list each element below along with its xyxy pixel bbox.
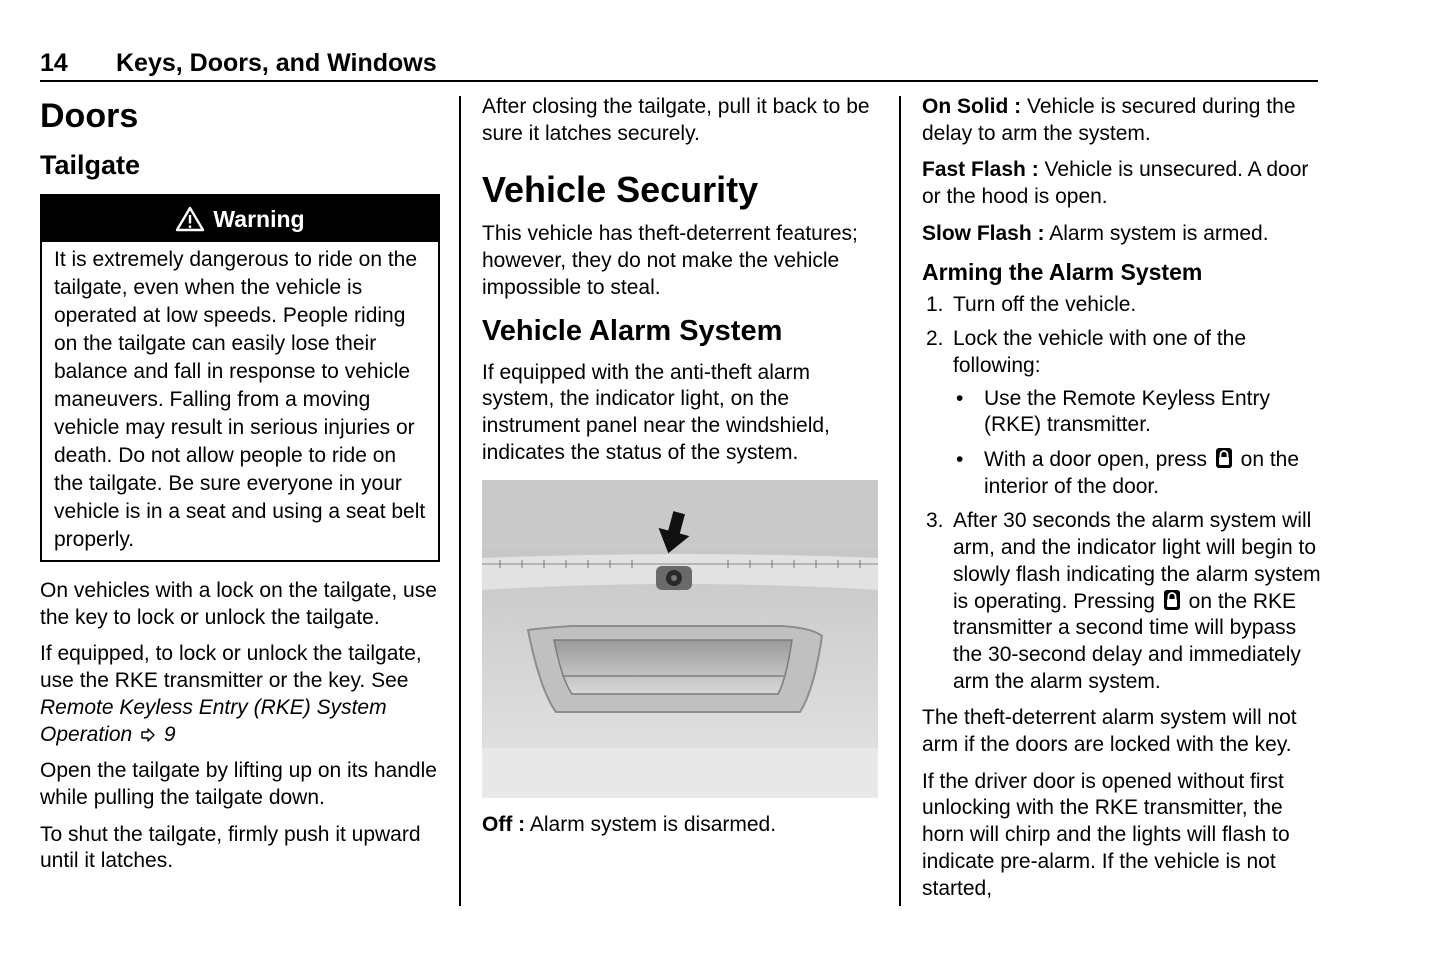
heading-vehicle-security: Vehicle Security	[482, 169, 759, 211]
page-number: 14	[40, 49, 68, 77]
status-term: On Solid :	[922, 95, 1022, 118]
bullet: •	[956, 448, 964, 472]
list-item	[953, 386, 1322, 439]
status-on-solid	[922, 94, 1322, 147]
heading-tailgate: Tailgate	[40, 150, 141, 180]
section-title: Keys, Doors, and Windows	[116, 49, 437, 77]
status-off	[482, 812, 882, 839]
warning-box	[40, 194, 440, 562]
step-number: 1.	[926, 292, 944, 316]
status-description: Vehicle is unsecured. A door or the hood is open.	[922, 158, 1309, 209]
warning-text: It is extremely dangerous to ride on the tailgate, even when the vehicle is operated at low speeds. People riding on the tailgate can easily lose their balance and fall in response to vehicle maneuvers. Falling from a moving vehicle may result in serious injuries or death. Do not allow people to ride on the tailgate. Be sure everyone in your vehicle is in a seat and using a seat belt properly.	[54, 248, 426, 551]
status-term: Slow Flash :	[922, 221, 1045, 245]
column-right	[922, 94, 1322, 912]
column-divider	[899, 96, 901, 906]
page-header	[40, 48, 1318, 82]
column-left	[40, 94, 440, 885]
step-text: on the RKE transmitter a second time will bypass the 30-second delay and immediately arm the alarm system.	[953, 589, 1301, 693]
paragraph-rke	[40, 641, 440, 748]
paragraph: Open the tailgate by lifting up on its handle while pulling the tailgate down.	[40, 759, 437, 809]
page-reference-arrow-icon	[140, 727, 156, 743]
column-middle	[482, 94, 882, 849]
lock-icon	[1163, 589, 1181, 611]
page-reference-number[interactable]: 9	[163, 722, 176, 746]
step-text: After 30 seconds the alarm system will arm, and the indicator light will begin to slowly flash indicating the alarm system is operating. Pressing	[953, 509, 1321, 613]
paragraph: This vehicle has theft-deterrent features; however, they do not make the vehicle impossible to steal.	[482, 222, 858, 299]
paragraph: If the driver door is opened without first unlocking with the RKE transmitter, the horn will chirp and the lights will flash to indicate pre-alarm. If the vehicle is not started,	[922, 769, 1290, 900]
list-text: Use the Remote Keyless Entry (RKE) transmitter.	[984, 386, 1270, 437]
step-text: Lock the vehicle with one of the following:	[953, 327, 1247, 377]
lock-icon	[1215, 447, 1233, 469]
paragraph: On vehicles with a lock on the tailgate, use the key to lock or unlock the tailgate.	[40, 579, 437, 629]
paragraph-text: If equipped, to lock or unlock the tailgate, use the RKE transmitter or the key. See	[40, 642, 422, 693]
status-term: Fast Flash :	[922, 158, 1039, 182]
paragraph: To shut the tailgate, firmly push it upward until it latches.	[40, 822, 421, 873]
warning-header	[42, 196, 438, 242]
list-text: on the interior of the door.	[984, 448, 1300, 498]
bullet: •	[956, 386, 964, 410]
step-item	[922, 326, 1322, 500]
list-item	[953, 447, 1322, 500]
arming-steps	[922, 292, 1322, 696]
status-description: Alarm system is disarmed.	[529, 813, 777, 837]
list-text: With a door open, press	[984, 448, 1207, 472]
step-item	[922, 508, 1322, 695]
step-number: 3.	[926, 509, 944, 533]
status-description: Vehicle is secured during the delay to arm the system.	[922, 95, 1296, 145]
status-description: Alarm system is armed.	[1049, 221, 1269, 245]
paragraph: After closing the tailgate, pull it back to be sure it latches securely.	[482, 95, 870, 145]
column-divider	[459, 96, 461, 906]
paragraph: The theft-deterrent alarm system will not arm if the doors are locked with the key.	[922, 706, 1297, 757]
heading-arming-alarm: Arming the Alarm System	[922, 258, 1203, 285]
paragraph: If equipped with the anti-theft alarm system, the indicator light, on the instrument panel near the windshield, indicates the status of the system.	[482, 360, 830, 464]
warning-triangle-icon	[175, 206, 205, 232]
tailgate-lock-photo	[482, 480, 878, 798]
cross-reference-link[interactable]: Remote Keyless Entry (RKE) System Operation	[40, 695, 387, 746]
lock-methods	[953, 386, 1322, 501]
step-item	[922, 292, 1322, 319]
step-number: 2.	[926, 327, 944, 351]
status-slow-flash	[922, 221, 1322, 248]
step-text: Turn off the vehicle.	[953, 292, 1137, 316]
heading-doors: Doors	[40, 97, 139, 135]
heading-vehicle-alarm-system: Vehicle Alarm System	[482, 314, 783, 347]
status-term: Off :	[482, 813, 526, 837]
warning-label: Warning	[213, 205, 305, 232]
status-fast-flash	[922, 157, 1322, 210]
